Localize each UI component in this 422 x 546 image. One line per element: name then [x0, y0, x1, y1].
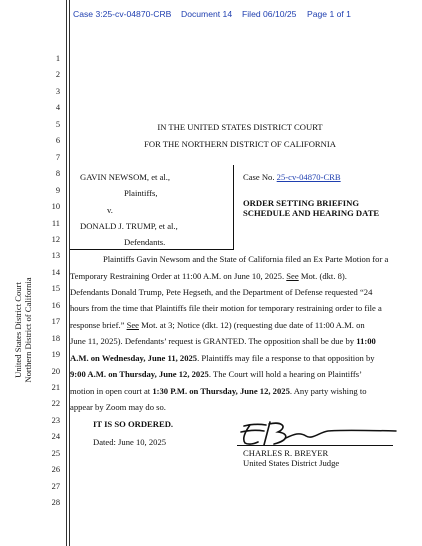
body-line-15: Defendants Donald Trump, Pete Hegseth, and the Department of Defense requested “24 [70, 287, 373, 297]
line-number: 13 [51, 251, 60, 261]
filing-header [0, 0, 422, 26]
case-number-line [243, 172, 341, 182]
side-label-line-2: Northern District of California [23, 277, 33, 383]
line-number: 5 [55, 119, 60, 129]
caption-plaintiff-role: Plaintiffs, [124, 188, 158, 198]
side-court-label [13, 250, 33, 410]
dated-line: Dated: June 10, 2025 [93, 437, 167, 447]
deadline-opposition-date: A.M. on Wednesday, June 11, 2025 [70, 353, 198, 363]
caption-divider [233, 165, 234, 250]
line-number: 11 [51, 218, 60, 228]
header-case-number: Case 3:25-cv-04870-CRB [73, 9, 172, 19]
signature-line [237, 445, 393, 446]
body-line-17-cite: Mot. at 3; Notice (dkt. 12) (requesting due date of 11:00 A.M. on [138, 320, 365, 330]
line-number: 4 [55, 103, 60, 113]
header-filed-date: Filed 06/10/25 [242, 9, 297, 19]
margin-rule-left [66, 0, 67, 546]
hearing-datetime: 1:30 P.M. on Thursday, June 12, 2025 [152, 386, 290, 396]
see-signal: See [126, 320, 139, 330]
line-number: 25 [51, 448, 60, 458]
caption-defendant: DONALD J. TRUMP, et al., [80, 221, 178, 231]
line-number: 28 [51, 498, 60, 508]
line-number: 14 [51, 267, 60, 277]
deadline-opposition-time: 11:00 [356, 336, 376, 346]
body-line-21-text: motion in open court at [70, 386, 153, 396]
body-line-14-cite: Mot. (dkt. 8). [298, 271, 347, 281]
order-title-line-2: SCHEDULE AND HEARING DATE [243, 207, 380, 218]
deadline-response: 9:00 A.M. on Thursday, June 12, 2025 [70, 369, 209, 379]
judge-signature [236, 418, 406, 448]
body-line-21 [70, 386, 367, 396]
line-number: 24 [51, 432, 60, 442]
order-title [243, 199, 379, 218]
body-line-18 [70, 336, 376, 346]
line-number: 23 [51, 415, 60, 425]
caption-defendant-role: Defendants. [124, 237, 166, 247]
caption-bottom-rule [70, 249, 233, 250]
order-title-line-1: ORDER SETTING BRIEFING [243, 198, 360, 208]
judge-title: United States District Judge [243, 458, 340, 468]
line-number: 15 [51, 284, 60, 294]
line-number: 2 [55, 70, 60, 80]
header-document-number: Document 14 [181, 9, 233, 19]
line-number: 8 [55, 169, 60, 179]
side-label-line-1: United States District Court [13, 282, 23, 378]
body-line-22: appear by Zoom may do so. [70, 402, 166, 412]
judge-name: CHARLES R. BREYER [243, 448, 329, 458]
line-number: 22 [51, 399, 60, 409]
line-number: 18 [51, 333, 60, 343]
line-number: 20 [51, 366, 60, 376]
line-number: 3 [55, 86, 60, 96]
line-number: 6 [55, 136, 60, 146]
body-line-18-text: June 11, 2025). Defendants’ request is GRANTED. The opposition shall be due by [70, 336, 357, 346]
caption-plaintiff: GAVIN NEWSOM, et al., [80, 172, 171, 182]
line-number: 1 [55, 54, 60, 63]
body-line-20-text: . The Court will hold a hearing on Plaintiffs’ [208, 369, 362, 379]
body-line-17-text: response brief.” [70, 320, 127, 330]
line-number: 21 [51, 383, 60, 392]
line-number: 17 [51, 317, 60, 327]
court-name: IN THE UNITED STATES DISTRICT COURT [157, 122, 323, 132]
line-number: 7 [55, 152, 60, 162]
body-line-13: Plaintiffs Gavin Newsom and the State of California filed an Ex Parte Motion for a [103, 254, 389, 264]
line-number: 27 [51, 481, 60, 491]
body-line-14 [70, 271, 347, 281]
caption-versus: v. [107, 205, 113, 215]
line-number: 19 [51, 350, 60, 360]
line-number: 16 [51, 300, 60, 310]
court-district: FOR THE NORTHERN DISTRICT OF CALIFORNIA [144, 139, 336, 149]
line-number: 10 [51, 202, 60, 212]
body-line-19 [70, 353, 375, 363]
body-line-20 [70, 369, 362, 379]
body-line-19-text: . Plaintiffs may file a response to that opposition by [197, 353, 375, 363]
so-ordered: IT IS SO ORDERED. [93, 419, 174, 429]
line-number: 26 [51, 465, 60, 475]
body-line-17 [70, 320, 365, 330]
body-line-16: hours from the time that Plaintiffs file their motion for temporary restraining order to file a [70, 303, 382, 313]
body-line-21-end: . Any party wishing to [289, 386, 367, 396]
case-number-label: Case No. [243, 172, 275, 182]
see-signal: See [286, 271, 299, 281]
line-number: 12 [51, 234, 60, 244]
case-number-link[interactable]: 25-cv-04870-CRB [276, 172, 341, 182]
body-line-14-text: Temporary Restraining Order at 11:00 A.M. on June 10, 2025. [70, 271, 287, 281]
header-page-count: Page 1 of 1 [307, 9, 351, 19]
line-number: 9 [55, 185, 60, 195]
